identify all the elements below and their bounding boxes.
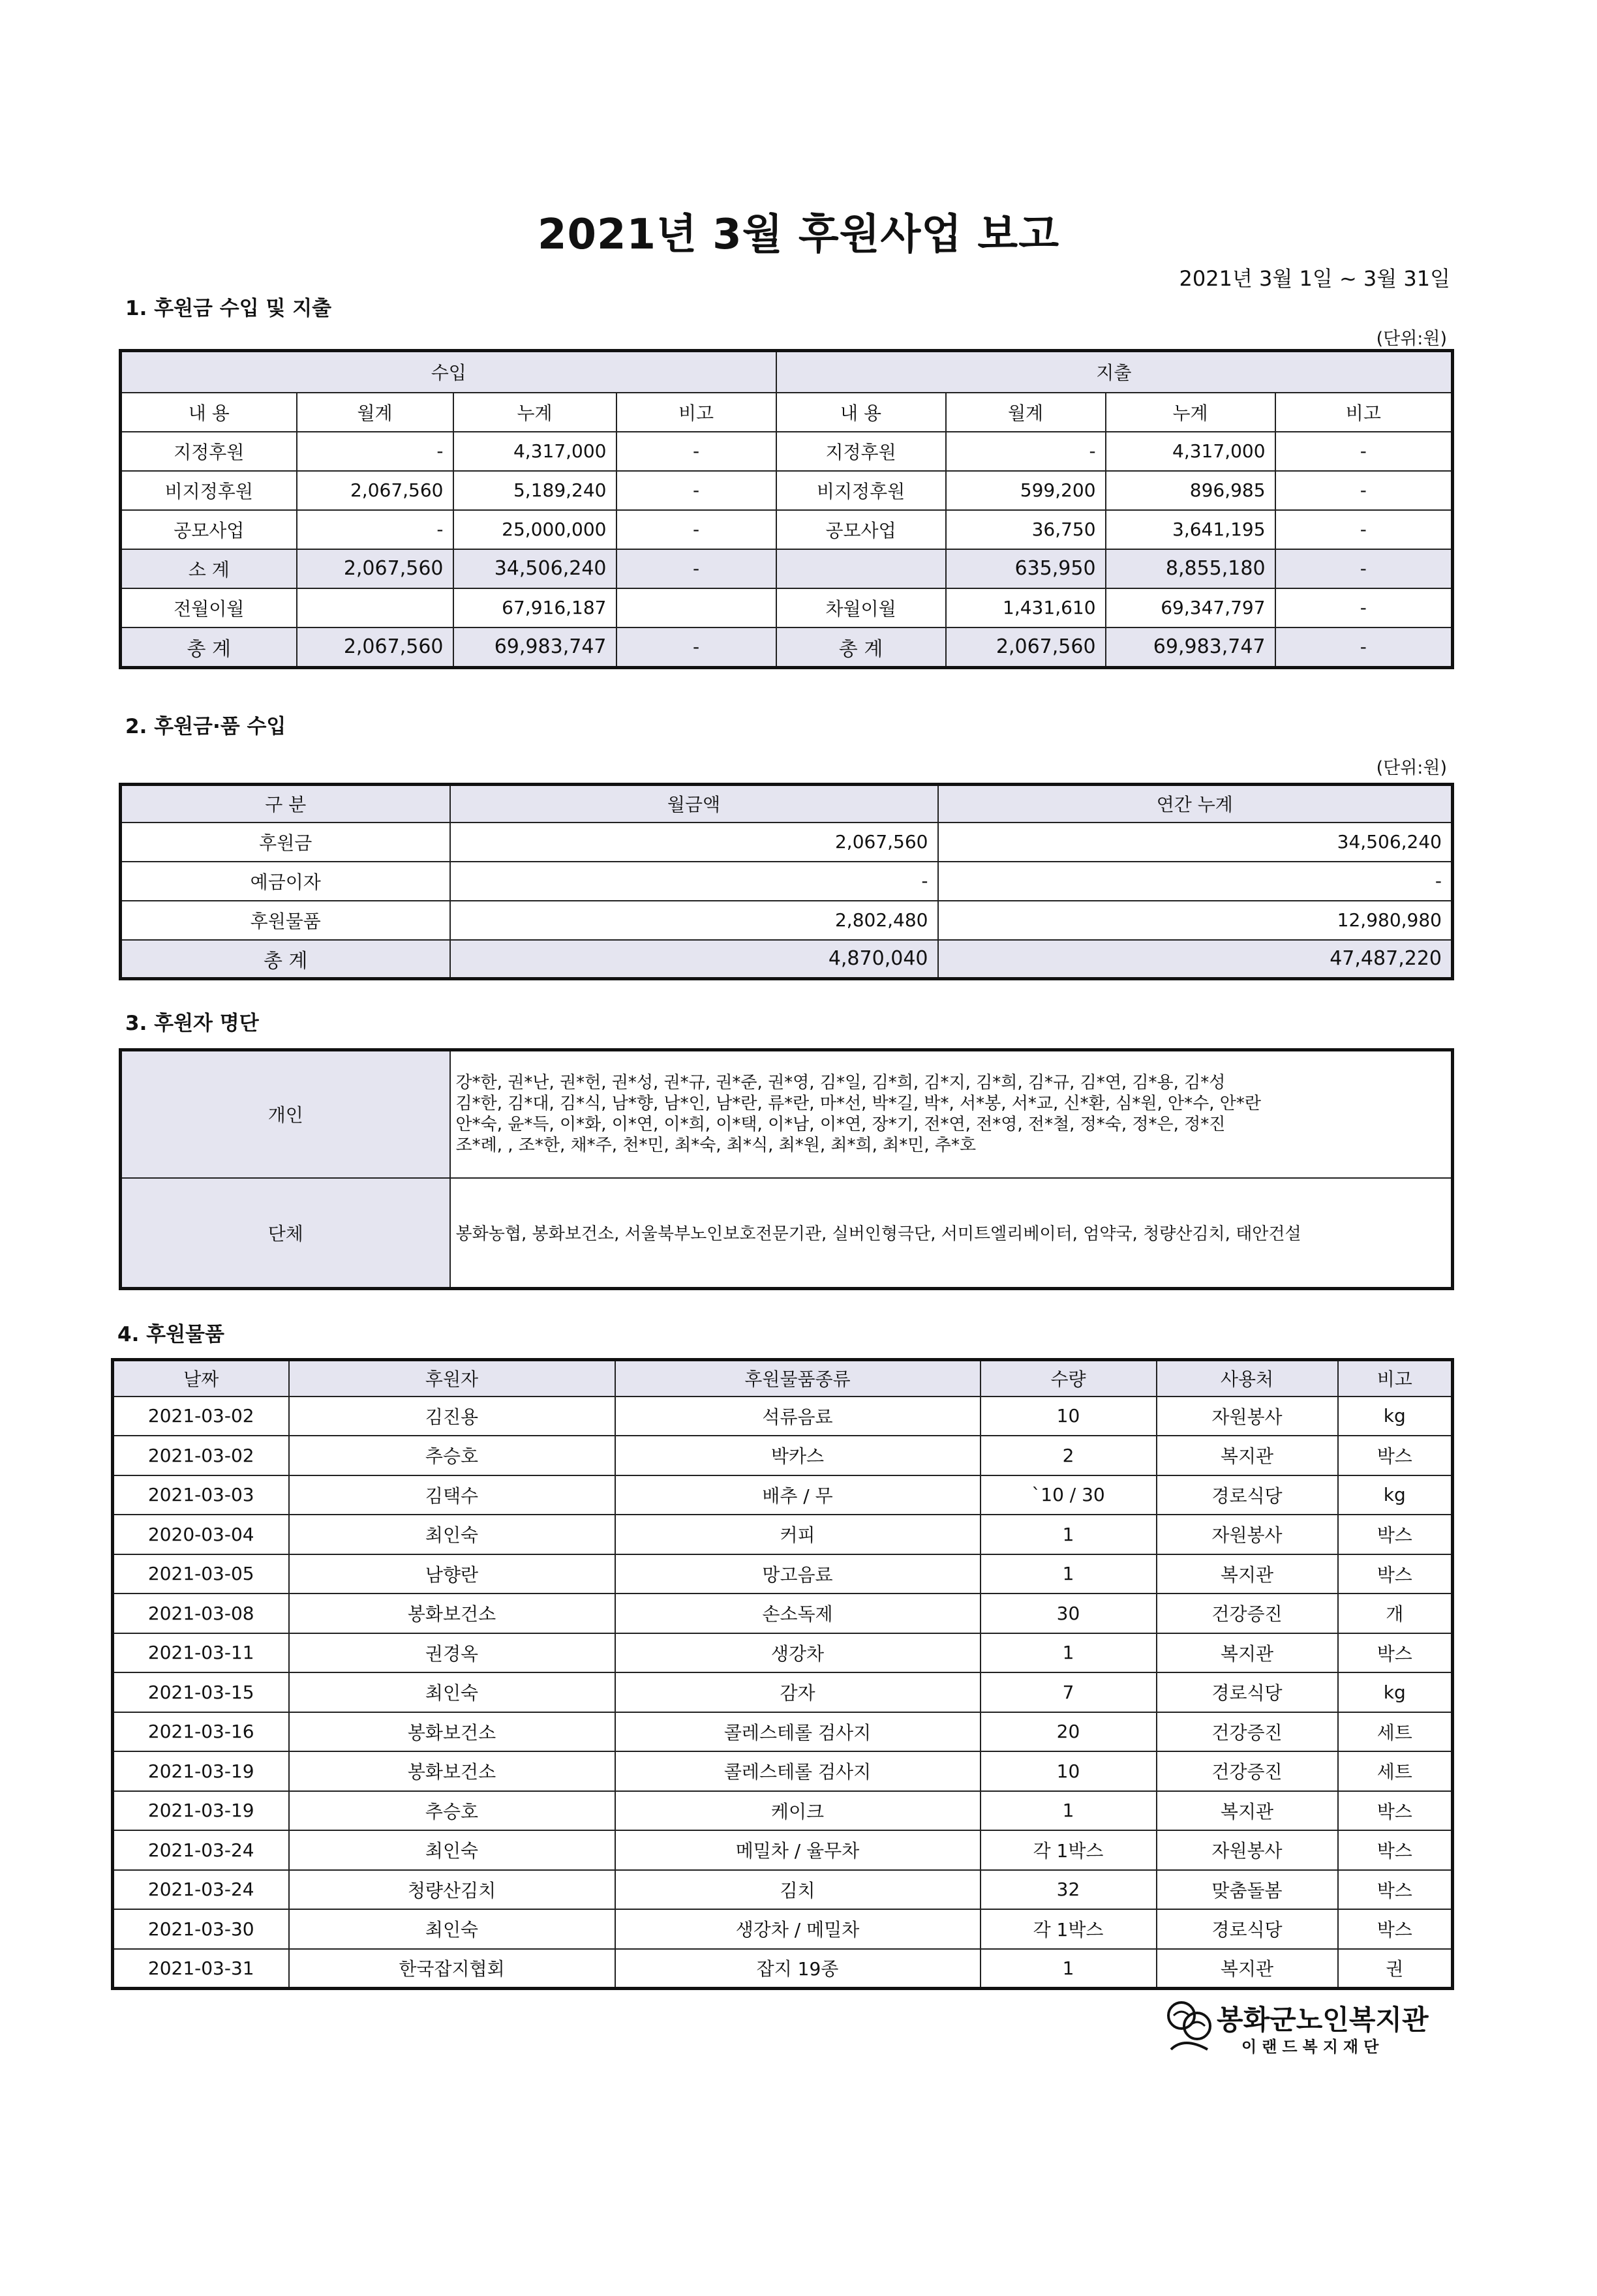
table-row: 비지정후원 2,067,560 5,189,240 - 비지정후원 599,200 896,985 - [121,471,1453,510]
individual-donors [450,1050,1453,1178]
table-row [113,1751,1453,1791]
use-cell: 경로식당 [1157,1909,1338,1949]
page-title: 2021년 3월 후원사업 보고 [537,211,1060,259]
donor-line: 안*숙, 윤*득, 이*화, 이*연, 이*희, 이*택, 이*남, 이*연, 장*기, 전*연, 전*영, 전*철, 정*숙, 정*은, 정*진 [455,1115,1226,1135]
date-cell: 2021-03-16 [113,1712,289,1752]
donor-cell: 최인숙 [289,1515,615,1554]
note-cell: 세트 [1338,1712,1453,1752]
qty-cell: 7 [981,1672,1157,1712]
use-cell: 복지관 [1157,1791,1338,1831]
col-header: 누계 [453,393,616,432]
qty-cell: 2 [981,1436,1157,1475]
col-header: 내 용 [121,393,297,432]
item-cell: 콜레스테롤 검사지 [615,1751,981,1791]
item-cell: 석류음료 [615,1397,981,1436]
use-cell: 경로식당 [1157,1475,1338,1515]
item-cell: 배추 / 무 [615,1475,981,1515]
qty-cell: 10 [981,1751,1157,1791]
note-cell: 권 [1338,1949,1453,1989]
col-header: 사용처 [1157,1360,1338,1397]
use-cell: 자원봉사 [1157,1397,1338,1436]
use-cell: 건강증진 [1157,1751,1338,1791]
col-header: 후원자 [289,1360,615,1397]
item-cell: 박카스 [615,1436,981,1475]
income-expense-table [119,349,1454,669]
date-cell: 2021-03-02 [113,1436,289,1475]
item-cell: 콜레스테롤 검사지 [615,1712,981,1752]
use-cell: 건강증진 [1157,1594,1338,1633]
table-row [113,1594,1453,1633]
date-cell: 2021-03-31 [113,1949,289,1989]
col-header: 내 용 [776,393,946,432]
item-cell: 손소독제 [615,1594,981,1633]
col-header: 비고 [616,393,776,432]
donor-line: 김*한, 김*대, 김*식, 남*향, 남*인, 남*란, 류*란, 마*선, 박*길, 박*, 서*봉, 서*교, 신*환, 심*원, 안*수, 안*란 [455,1094,1262,1114]
date-cell: 2021-03-19 [113,1791,289,1831]
col-header: 월계 [297,393,453,432]
note-cell: kg [1338,1397,1453,1436]
col-header: 월금액 [450,785,938,823]
item-cell: 생강차 [615,1633,981,1673]
note-cell: 개 [1338,1594,1453,1633]
col-header: 후원물품종류 [615,1360,981,1397]
date-cell: 2021-03-11 [113,1633,289,1673]
item-cell: 감자 [615,1672,981,1712]
donated-goods-table [111,1358,1454,1990]
donor-cell: 김진용 [289,1397,615,1436]
qty-cell: 20 [981,1712,1157,1752]
donor-cell: 봉화보건소 [289,1712,615,1752]
carryover-row: 전월이월 67,916,187 차월이월 1,431,610 69,347,797 - [121,588,1453,627]
table-row [113,1633,1453,1673]
date-cell: 2021-03-19 [113,1751,289,1791]
use-cell: 자원봉사 [1157,1515,1338,1554]
donor-cell: 추승호 [289,1436,615,1475]
donor-cell: 최인숙 [289,1672,615,1712]
item-cell: 잡지 19종 [615,1949,981,1989]
table-row: 공모사업 - 25,000,000 - 공모사업 36,750 3,641,195 - [121,510,1453,549]
table-row [113,1870,1453,1910]
qty-cell: 1 [981,1791,1157,1831]
table-row: 예금이자 - - [121,862,1453,901]
item-cell: 케이크 [615,1791,981,1831]
note-cell: 박스 [1338,1830,1453,1870]
qty-cell: 1 [981,1949,1157,1989]
use-cell: 경로식당 [1157,1672,1338,1712]
qty-cell: 30 [981,1594,1157,1633]
date-cell: 2021-03-24 [113,1870,289,1910]
table-row [113,1672,1453,1712]
table-row [113,1791,1453,1831]
section3-heading: 3. 후원자 명단 [125,1012,259,1035]
donor-line: 강*한, 권*난, 권*헌, 권*성, 권*규, 권*준, 권*영, 김*일, 김*희, 김*지, 김*희, 김*규, 김*연, 김*용, 김*성 [455,1073,1226,1093]
qty-cell: 각 1박스 [981,1830,1157,1870]
date-cell: 2021-03-24 [113,1830,289,1870]
note-cell: kg [1338,1475,1453,1515]
unit-label: (단위:원) [1376,758,1447,778]
qty-cell: 32 [981,1870,1157,1910]
date-cell: 2021-03-05 [113,1554,289,1594]
organization-logo [1164,1996,1438,2055]
donor-cell: 김택수 [289,1475,615,1515]
donor-cell: 봉화보건소 [289,1751,615,1791]
table-row [113,1475,1453,1515]
donor-cell: 추승호 [289,1791,615,1831]
use-cell: 복지관 [1157,1436,1338,1475]
logo-subtitle: 이랜드복지재단 [1241,2038,1384,2056]
unit-label: (단위:원) [1376,329,1447,349]
qty-cell: 1 [981,1633,1157,1673]
table-row [113,1830,1453,1870]
total-row: 총 계 2,067,560 69,983,747 - 총 계 2,067,560 69,983,747 - [121,627,1453,668]
donor-cell: 봉화보건소 [289,1594,615,1633]
use-cell: 복지관 [1157,1554,1338,1594]
total-row: 총 계 4,870,040 47,487,220 [121,940,1453,979]
table-row: 후원물품 2,802,480 12,980,980 [121,901,1453,940]
group-donors: 봉화농협, 봉화보건소, 서울북부노인보호전문기관, 실버인형극단, 서미트엘리베이터, 엄약국, 청량산김치, 태안건설 [450,1178,1453,1289]
donor-cell: 권경옥 [289,1633,615,1673]
item-cell: 생강차 / 메밀차 [615,1909,981,1949]
income-header: 수입 [121,351,776,393]
qty-cell: 1 [981,1554,1157,1594]
col-header: 월계 [946,393,1106,432]
date-cell: 2020-03-04 [113,1515,289,1554]
table-row [113,1397,1453,1436]
qty-cell: `10 / 30 [981,1475,1157,1515]
qty-cell: 10 [981,1397,1157,1436]
col-header: 비고 [1275,393,1453,432]
col-header: 구 분 [121,785,450,823]
use-cell: 자원봉사 [1157,1830,1338,1870]
donor-cell: 최인숙 [289,1830,615,1870]
note-cell: 박스 [1338,1870,1453,1910]
item-cell: 커피 [615,1515,981,1554]
note-cell: 세트 [1338,1751,1453,1791]
use-cell: 복지관 [1157,1633,1338,1673]
note-cell: kg [1338,1672,1453,1712]
section4-heading: 4. 후원물품 [117,1323,224,1346]
use-cell: 건강증진 [1157,1712,1338,1752]
table-row [113,1436,1453,1475]
table-row [113,1909,1453,1949]
use-cell: 맞춤돌봄 [1157,1870,1338,1910]
col-header: 수량 [981,1360,1157,1397]
note-cell: 박스 [1338,1554,1453,1594]
col-header: 누계 [1106,393,1275,432]
date-cell: 2021-03-15 [113,1672,289,1712]
note-cell: 박스 [1338,1909,1453,1949]
individual-label: 개인 [121,1050,450,1178]
date-cell: 2021-03-08 [113,1594,289,1633]
expense-header: 지출 [776,351,1453,393]
donor-list-table [119,1048,1454,1290]
date-cell: 2021-03-30 [113,1909,289,1949]
donor-cell: 남향란 [289,1554,615,1594]
qty-cell: 1 [981,1515,1157,1554]
item-cell: 메밀차 / 율무차 [615,1830,981,1870]
item-cell: 김치 [615,1870,981,1910]
date-cell: 2021-03-02 [113,1397,289,1436]
qty-cell: 각 1박스 [981,1909,1157,1949]
col-header: 날짜 [113,1360,289,1397]
section1-heading: 1. 후원금 수입 및 지출 [125,297,332,320]
note-cell: 박스 [1338,1633,1453,1673]
col-header: 연간 누계 [938,785,1453,823]
subtotal-row: 소 계 2,067,560 34,506,240 - 635,950 8,855,180 - [121,549,1453,588]
donor-line: 조*례, , 조*한, 채*주, 천*민, 최*숙, 최*식, 최*원, 최*희, 최*민, 추*호 [455,1136,977,1156]
donor-cell: 청량산김치 [289,1870,615,1910]
donor-cell: 최인숙 [289,1909,615,1949]
col-header: 비고 [1338,1360,1453,1397]
donation-income-table [119,783,1454,980]
table-row [113,1949,1453,1989]
logo-name: 봉화군노인복지관 [1217,2004,1429,2036]
report-period: 2021년 3월 1일 ~ 3월 31일 [1179,266,1450,291]
group-label: 단체 [121,1178,450,1289]
table-row: 후원금 2,067,560 34,506,240 [121,823,1453,862]
date-cell: 2021-03-03 [113,1475,289,1515]
note-cell: 박스 [1338,1436,1453,1475]
donor-cell: 한국잡지협회 [289,1949,615,1989]
note-cell: 박스 [1338,1791,1453,1831]
table-row: 지정후원 - 4,317,000 - 지정후원 - 4,317,000 - [121,432,1453,471]
item-cell: 망고음료 [615,1554,981,1594]
use-cell: 복지관 [1157,1949,1338,1989]
table-row [113,1712,1453,1752]
note-cell: 박스 [1338,1515,1453,1554]
table-row [113,1515,1453,1554]
elderly-couple-icon [1164,1996,1214,2053]
table-row [113,1554,1453,1594]
section2-heading: 2. 후원금·품 수입 [125,715,286,738]
